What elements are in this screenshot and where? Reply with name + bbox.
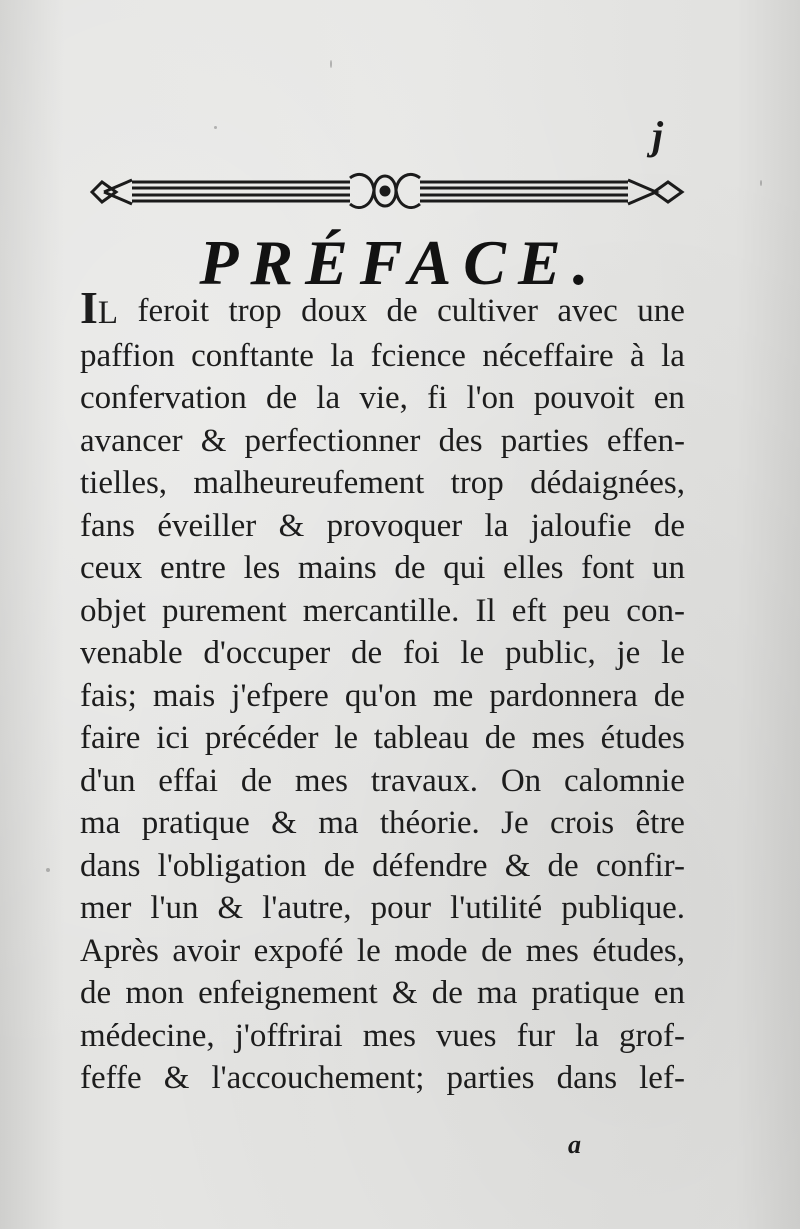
text-line: de mon enfeignement & de ma pratique en <box>80 975 685 1011</box>
paper-speck <box>46 868 50 872</box>
text-line: ma pratique & ma théorie. Je crois être <box>80 805 685 841</box>
text-line: fans éveiller & provoquer la jaloufie de <box>80 507 685 544</box>
signature-mark: a <box>568 1130 581 1159</box>
paper-speck <box>330 60 332 68</box>
text-line: avancer & perfectionner des parties effen- <box>80 422 685 459</box>
text-line: mer l'un & l'autre, pour l'utilité publique. <box>80 890 685 926</box>
text-line: paffion conftante la fcience néceffaire à la <box>80 337 685 374</box>
preface-body <box>80 282 685 1100</box>
text-line: feffe & l'accouchement; parties dans lef- <box>80 1060 685 1096</box>
text-line: ceux entre les mains de qui elles font un <box>80 550 685 586</box>
text-line: tielles, malheureufement trop dédaignées, <box>80 465 685 501</box>
text-line: Après avoir expofé le mode de mes études, <box>80 932 685 969</box>
text-line: objet purement mercantille. Il eft peu con- <box>80 592 685 629</box>
text-line: dans l'obligation de défendre & de confir- <box>80 847 685 884</box>
text-line: médecine, j'offrirai mes vues fur la grof- <box>80 1017 685 1054</box>
page-folio: j <box>652 113 664 158</box>
text-line: confervation de la vie, fi l'on pouvoit en <box>80 380 685 416</box>
text-line: d'un effai de mes travaux. On calomnie <box>80 762 685 799</box>
text-line: IL feroit trop doux de cultiver avec une <box>80 282 685 333</box>
paper-speck <box>214 126 217 129</box>
paper-speck <box>760 180 762 186</box>
text-line: venable d'occuper de foi le public, je le <box>80 635 685 671</box>
preface-title: PRÉFACE. <box>199 227 601 298</box>
header-ornament-icon <box>88 168 688 214</box>
text-line: fais; mais j'efpere qu'on me pardonnera de <box>80 677 685 714</box>
text-line: faire ici précéder le tableau de mes études <box>80 720 685 756</box>
